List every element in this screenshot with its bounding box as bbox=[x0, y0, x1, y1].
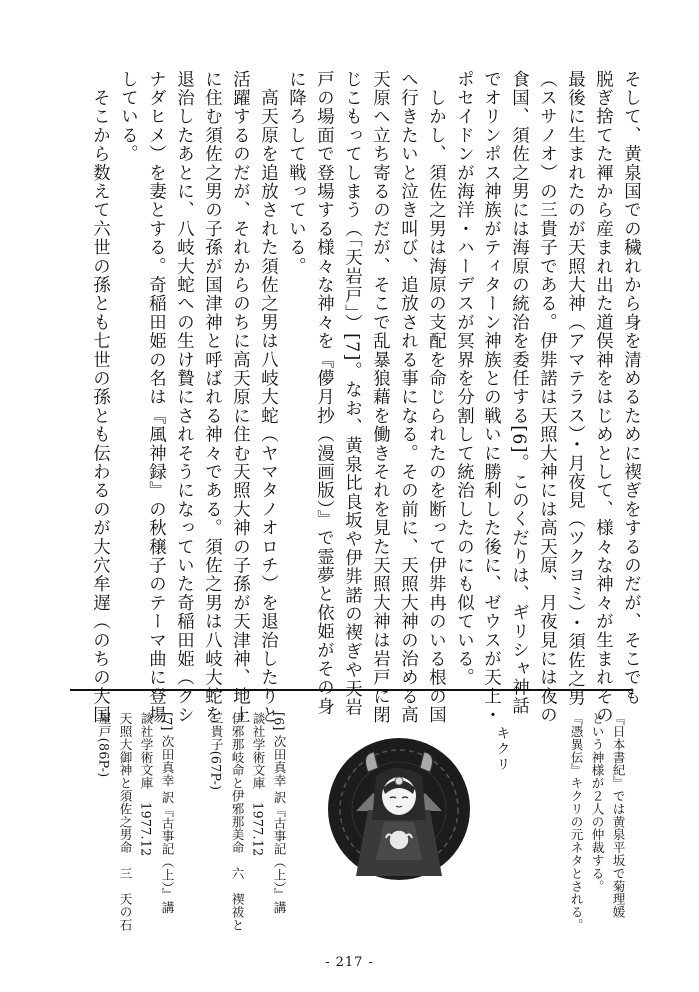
footnote-line: 談社学術文庫 1977.12 bbox=[138, 712, 154, 857]
main-text-line: 最後に生まれたのが天照大神（アマテラス）・月夜見（ツクヨミ）・須佐之男 bbox=[564, 70, 585, 708]
main-text-line: （スサノオ）の三貴子である。伊弉諾は天照大神には高天原、月夜見には夜の bbox=[536, 70, 557, 725]
main-text-line: そこから数えて六世の孫とも七世の孫とも伝わるのが大穴牟遅（のちの大国 bbox=[89, 70, 110, 725]
footnote-line: 屋戸(86P-) bbox=[96, 712, 112, 778]
main-text-line: に降ろして戦っている。 bbox=[285, 70, 306, 276]
footnote-divider bbox=[70, 689, 632, 691]
sidenote-line: 『日本書紀』では黄泉平坂で菊理媛 bbox=[610, 712, 626, 919]
kikuri-portrait-image bbox=[326, 736, 472, 882]
main-text-line: 戸の場面で登場する様々な神々を『儚月抄（漫画版）』で霊夢と依姫がその身 bbox=[313, 70, 334, 716]
sidenote-line: という神様が２人の仲裁する。 bbox=[589, 712, 605, 893]
footnote-line: 伊邪那岐命と伊邪那美命 六 禊祓と bbox=[229, 712, 245, 932]
main-text-line: 活躍するのだが、それからのちに高天原に住む天照大神の子孫が天津神、地上 bbox=[229, 70, 250, 725]
main-text-line: 脱ぎ捨てた褌から産まれ出た道俣神をはじめとして、様々な神々が生まれその bbox=[592, 70, 613, 725]
portrait-caption: キクリ bbox=[493, 726, 510, 773]
main-text-line: へ行きたいと泣き叫び、追放される事になる。その前に、天照大神の治める高 bbox=[397, 70, 418, 725]
main-text-line: ポセイドンが海洋・ハーデスが冥界を分割して統治したのにも似ている。 bbox=[453, 70, 474, 688]
main-text-line: でオリンポス神族がティターン神族との戦いに勝利した後に、ゼウスが天上・ bbox=[480, 70, 501, 725]
main-text-line: 天原へ立ち寄るのだが、そこで乱暴狼藉を働きそれを見た天照大神は岩戸に閉 bbox=[369, 70, 390, 725]
main-text-line: 高天原を追放された須佐之男は八岐大蛇（ヤマタノオロチ）を退治したりと bbox=[257, 70, 278, 725]
footnote-line: 天照大御神と須佐之男命 三 天の石 bbox=[117, 712, 133, 932]
main-text-line: に住む須佐之男の子孫が国津神と呼ばれる神々である。須佐之男は八岐大蛇を bbox=[201, 70, 222, 725]
footnote-line: 三貴子(67P-) bbox=[208, 712, 224, 791]
main-text-line: そして、黄泉国での穢れから身を清めるために禊ぎをするのだが、そこでも bbox=[620, 70, 641, 706]
main-text-line: 退治したあとに、八岐大蛇への生け贄にされそうになっていた奇稲田姫（クシ bbox=[173, 70, 194, 725]
main-text-line: じこもってしまう（「天岩戸」）[7]。なお、黄泉比良坂や伊弉諾の禊ぎや天岩 bbox=[341, 70, 362, 717]
page-number: - 217 - bbox=[325, 955, 374, 970]
footnote-line: [6] 次田真幸 訳『古事記（上）』講 bbox=[271, 712, 287, 914]
footnote-line: 談社学術文庫 1977.12 bbox=[250, 712, 266, 857]
main-text-line: ナダヒメ）を妻とする。奇稲田姫の名は『風神録』の秋穣子のテーマ曲に登場 bbox=[145, 70, 166, 725]
main-text-line: しかし、須佐之男は海原の支配を命じられたのを断って伊弉冉のいる根の国 bbox=[425, 70, 446, 725]
sidenote-line: 『憑異伝』キクリの元ネタとされる。 bbox=[568, 712, 584, 932]
footnote-line: [7] 次田真幸 訳『古事記（上）』講 bbox=[159, 712, 175, 914]
main-text-line: 食国、須佐之男には海原の統治を委任する[6]。このくだりは、ギリシャ神話 bbox=[508, 70, 529, 716]
main-text-line: している。 bbox=[117, 70, 138, 164]
